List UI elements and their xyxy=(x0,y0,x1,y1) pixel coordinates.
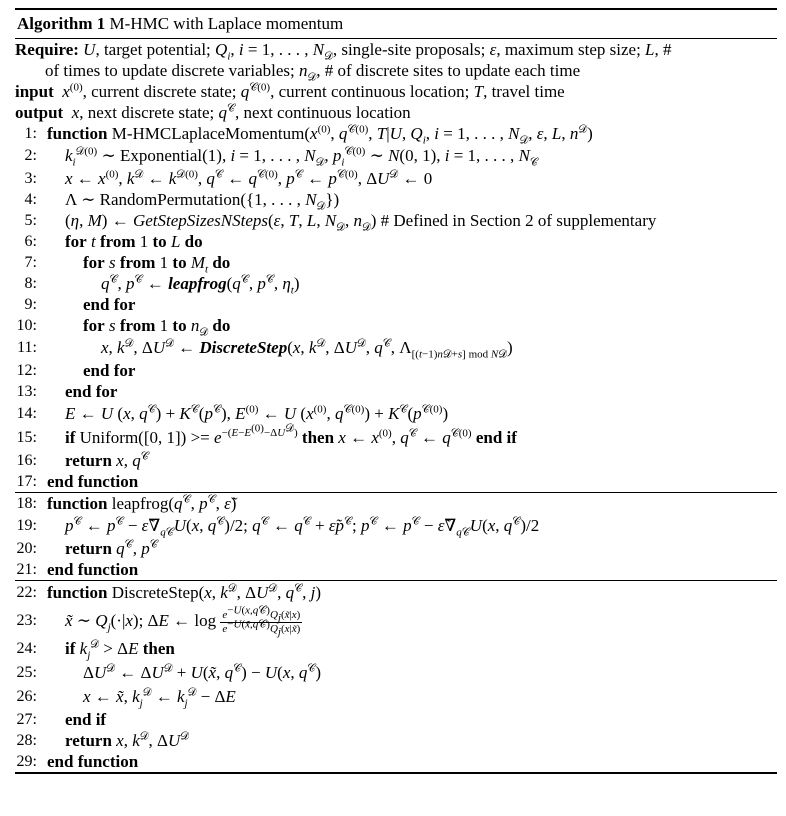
input-keyword: input xyxy=(15,82,54,101)
line-29: 29: end function xyxy=(16,752,139,771)
line-12: 12: end for xyxy=(16,361,136,380)
line-25: 25: $\Delta U^𝒟$ ← $\Delta U^𝒟$ + U(x̃, $q^𝒞) - U(x$, $q^𝒞$) xyxy=(16,662,322,682)
output-line: output x, next discrete state; $q^𝒞$, next continuous location xyxy=(15,102,411,122)
input-line: input $x^{(0)}$, current discrete state; $q^{𝒞(0)}$, current continuous location; T, travel time xyxy=(15,81,565,101)
line-18: 18: function $leapfrog(q^𝒞$, $p^𝒞$, ε̃) xyxy=(16,493,237,513)
require-keyword: Require: xyxy=(15,40,79,59)
line-4: 4: Λ ∼ RandomPermutation({1, . . . , $N_𝒟$}) xyxy=(24,190,340,213)
line-3: 3: x ← $x^{(0)}$, $k^𝒟$ ← $k^{𝒟(0)}$, $q^𝒞$ ← $q^{𝒞(0)}$, $p^𝒞$ ← $p^{𝒞(0)}$, $\Delta U^𝒟$ ← 0 xyxy=(24,168,433,188)
line-6: 6: for t from 1 to L do xyxy=(24,232,203,251)
line-27: 27: end if xyxy=(16,710,107,729)
line-5-comment: # Defined in Section 2 of supplementary xyxy=(380,211,657,230)
line-5: 5: (η, M) ← GetStepSizesNSteps(ε, T, L, $N_𝒟$, $n_𝒟$) # Defined in Section 2 of supplementary xyxy=(24,211,657,234)
line-22: 22: function DiscreteStep(x, $k^𝒟$, $\Delta U^𝒟$, $q^𝒞$, j) xyxy=(16,582,322,602)
line-20: 20: return $q^𝒞$, $p^𝒞$ xyxy=(16,538,158,558)
line-28: 28: return x, $k^𝒟$, $\Delta U^𝒟$ xyxy=(16,730,190,750)
line-26: 26: x ← x̃, $k_j^𝒟$ ← $k_j^𝒟 - \Delta E$ xyxy=(16,686,236,710)
algorithm-caption xyxy=(15,10,777,38)
line-1: 1: function $M-HMCLaplaceMomentum(x^{(0)}$, $q^{𝒞(0)}$, T|U, $Q_i$, i = 1, . . . , $N_𝒟$, ε, L, $n^𝒟$) xyxy=(24,123,593,147)
line-8: 8: $q^𝒞$, $p^𝒞$ ← $leapfrog(q^𝒞$, $p^𝒞$, $\eta_t$) xyxy=(24,273,300,297)
caption-label: Algorithm 1 xyxy=(17,14,106,33)
line-19: 19: $p^𝒞$ ← $p^𝒞$ − $\varepsiloñ\nabla_{q𝒞}U(x$, $q^𝒞)/2$; $q^𝒞$ ← $q^𝒞$ + $\varepsiloñp^𝒞$; $p^𝒞$ ← $p^𝒞$ − $\varepsiloñ\nabla_{q𝒞}U(x$, $q^𝒞)/2$ xyxy=(16,515,540,539)
caption-title: M-HMC with Laplace momentum xyxy=(109,14,344,33)
output-keyword: output xyxy=(15,103,64,122)
require-text-cont: of times to update discrete variables; $n_𝒟$, # of discrete sites to update each time xyxy=(45,61,581,84)
line-24: 24: if $k_j^𝒟 > \Delta E$ then xyxy=(16,638,175,662)
line-11: 11: x, $k^𝒟$, $\Delta U^𝒟$ ← DiscreteStep(x, $k^𝒟$, $\Delta U^𝒟$, $q^𝒞$, $\Lambda_{[(t-1)n𝒟+s] mod N𝒟}$) xyxy=(17,337,513,361)
line-23: 23: x̃ ∼ $Q_j(\cdot|x)$; ΔE ← log $\frac{e^{-U(x,q𝒞)}Q_j(x̃|x)}{e^{-U(x̃,q𝒞)}Q_j(x|x̃)}$ xyxy=(16,603,301,638)
line-10: 10: for s from 1 to $n_𝒟$ do xyxy=(16,316,231,339)
require-line xyxy=(15,39,777,84)
bottom-rule xyxy=(15,772,777,774)
line-13: 13: end for xyxy=(16,382,118,401)
line-15: 15: if Uniform([0, $1]) >= e^{-(E-E^{(0)}-\Delta U^𝒟)}$ then x ← $x^{(0)}$, $q^𝒞$ ← $q^{𝒞(0)}$ end if xyxy=(16,422,517,447)
line-2: 2: $k_i^{𝒟(0)}$ ∼ Exponential(1), i = 1, . . . , $N_𝒟$, $p_i^{𝒞(0)}$ ∼ N(0, 1), i = 1, . . . , $N_𝒞$ xyxy=(24,145,538,169)
line-14: 14: E ← U (x, $q^𝒞) + K^𝒞(p^𝒞)$, $E^{(0)}$ ← U ($x^{(0)}$, $q^{𝒞(0)}) + K^𝒞(p^{𝒞(0)})$ xyxy=(16,403,449,423)
require-text: U, target potential; $Q_i$, i = 1, . . . , $N_𝒟$, single-site proposals; ε, maximum step size; L, # xyxy=(83,40,672,63)
delta-e-fraction: $\frac{e^{-U(x,q𝒞)}Q_j(x̃|x)}{e^{-U(x̃,q𝒞)}Q_j(x|x̃)}$ xyxy=(222,603,301,638)
line-17: 17: end function xyxy=(16,472,139,491)
line-16: 16: return x, $q^𝒞$ xyxy=(16,450,149,470)
algorithm-box xyxy=(15,8,777,774)
line-7: 7: for s from 1 to $M_t$ do xyxy=(24,253,231,276)
line-9: 9: end for xyxy=(24,295,136,314)
line-21: 21: end function xyxy=(16,560,139,579)
